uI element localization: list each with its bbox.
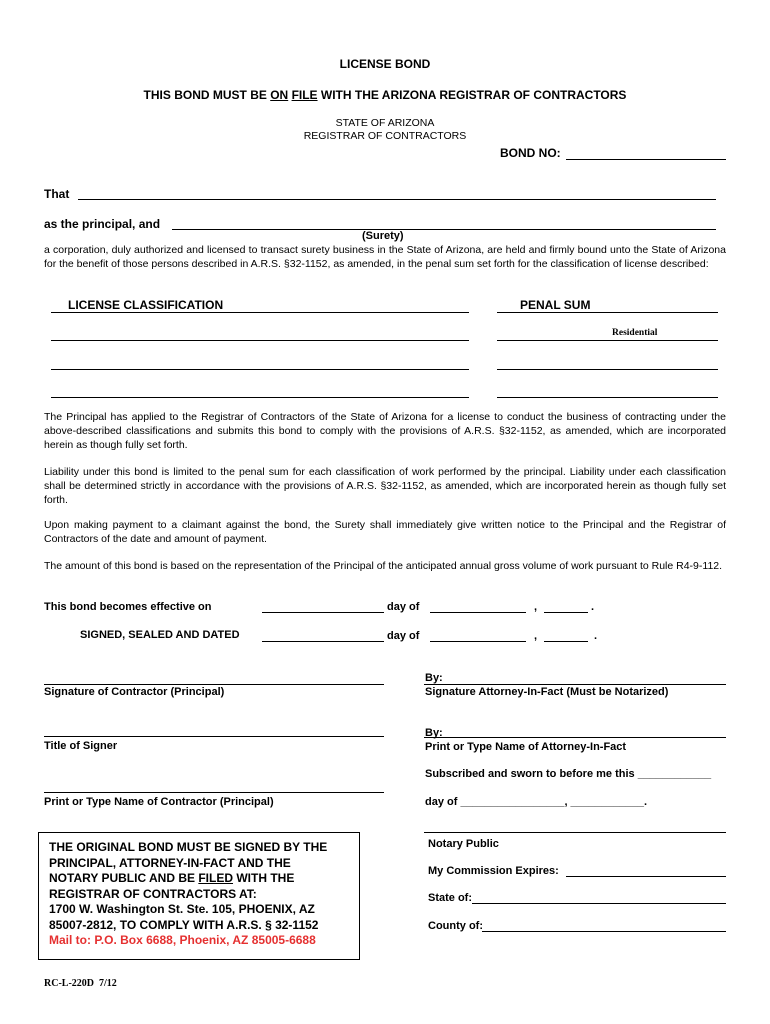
mail-to-line: Mail to: P.O. Box 6688, Phoenix, AZ 85005-6688 [49,933,316,947]
principal-name-field[interactable] [78,199,716,200]
notary-public-label: Notary Public [428,838,499,850]
state-of-field[interactable] [472,903,726,904]
penal-sum-header-rule [497,312,718,313]
classification-header-rule [51,312,469,313]
signed-sealed-label: SIGNED, SEALED AND DATED [80,629,240,641]
surety-name-field[interactable] [172,229,716,230]
title-of-signer-label: Title of Signer [44,740,118,752]
surety-label: (Surety) [362,230,404,242]
county-of-label: County of: [428,920,483,932]
notice-address-2: 85007-2812, TO COMPLY WITH A.R.S. § 32-1152 [49,917,319,932]
effective-day-field[interactable] [262,612,384,613]
effective-day-of: day of [387,601,420,613]
contractor-signature-label: Signature of Contractor (Principal) [44,686,225,698]
notice-address-1: 1700 W. Washington St. Ste. 105, PHOENIX, AZ [49,902,315,916]
bond-no-label: BOND NO: [500,146,561,160]
effective-period: . [591,601,595,613]
subtitle-rest: WITH THE ARIZONA REGISTRAR OF CONTRACTORS [317,88,627,102]
classification-field-3[interactable] [51,397,469,398]
penal-sum-field-3[interactable] [497,397,718,398]
subtitle-file: FILE [291,88,318,102]
contractor-name-field[interactable] [44,792,384,793]
signed-day-of: day of [387,630,420,642]
bond-no-field[interactable] [566,159,726,160]
state-of-label: State of: [428,892,472,904]
by-label-1: By: [425,672,443,684]
residential-label: Residential [612,328,658,338]
notice-filed: FILED [198,871,234,885]
effective-year-field[interactable] [544,612,588,613]
signed-day-field[interactable] [262,641,384,642]
notice-line-1: THE ORIGINAL BOND MUST BE SIGNED BY THE [49,840,328,854]
subscribed-line: Subscribed and sworn to before me this ____________ [425,768,712,780]
effective-month-field[interactable] [430,612,526,613]
form-title: LICENSE BOND [339,57,431,71]
penal-sum-field-1[interactable] [497,340,718,341]
intro-paragraph: a corporation, duly authorized and licensed to transact surety business in the State of Arizona, are held and firmly bound unto the State of Arizona for the benefit of those persons described in A.R.S. §32-1152, as amended, in the penal sum set forth for the classification of license described: [44,244,726,270]
commission-expires-field[interactable] [566,876,726,877]
form-id: RC-L-220D 7/12 [44,978,117,989]
notice-line-3-pre: NOTARY PUBLIC AND BE [49,871,199,885]
notary-day-line: day of _________________, ____________. [425,796,648,808]
attorney-signature-label: Signature Attorney-In-Fact (Must be Notarized) [425,686,669,698]
body-paragraph-3: Upon making payment to a claimant against the bond, the Surety shall immediately give written notice to the Principal and the Registrar of Contractors of the date and amount of payment. [44,519,726,545]
body-paragraph-1: The Principal has applied to the Registrar of Contractors of the State of Arizona for a license to conduct the business of contracting under the above-described classifications and submits this bond to comply with the provisions of A.R.S. §32-1152, as amended, which are incorporated herein as though fully set forth. [44,411,726,451]
form-subtitle [0,88,770,102]
commission-expires-label: My Commission Expires: [428,865,559,877]
notice-line-3-post: WITH THE [233,871,295,885]
signed-period: . [594,630,598,642]
filing-notice-box [38,832,360,960]
license-classification-header: LICENSE CLASSIFICATION [68,298,224,312]
penal-sum-field-2[interactable] [497,369,718,370]
principal-label: as the principal, and [44,217,161,231]
effective-comma: , [534,601,538,613]
penal-sum-header: PENAL SUM [520,298,591,312]
that-label: That [44,187,70,201]
notice-line-4: REGISTRAR OF CONTRACTORS AT: [49,886,257,901]
contractor-name-label: Print or Type Name of Contractor (Principal) [44,796,274,808]
attorney-name-field[interactable] [424,737,726,738]
body-paragraph-4: The amount of this bond is based on the representation of the Principal of the anticipated annual gross volume of work pursuant to Rule R4-9-112. [44,560,723,572]
notice-line-2: PRINCIPAL, ATTORNEY-IN-FACT AND THE [49,855,291,870]
body-paragraph-2: Liability under this bond is limited to the penal sum for each classification of work performed by the principal. Liability under each classification shall be determined strictly in accordance with the provisions of A.R.S. §32-1152, as amended, which are incorporated herein as though fully set forth. [44,466,726,506]
signed-month-field[interactable] [430,641,526,642]
state-heading: STATE OF ARIZONA [335,117,435,129]
contractor-signature-field[interactable] [44,684,384,685]
county-of-field[interactable] [482,931,726,932]
by-label-2: By: [425,727,443,739]
classification-field-2[interactable] [51,369,469,370]
notary-signature-field[interactable] [424,832,726,833]
title-of-signer-field[interactable] [44,736,384,737]
registrar-heading: REGISTRAR OF CONTRACTORS [303,130,467,142]
signed-year-field[interactable] [544,641,588,642]
attorney-signature-field[interactable] [424,684,726,685]
effective-date-label: This bond becomes effective on [44,601,212,613]
attorney-name-label: Print or Type Name of Attorney-In-Fact [425,741,627,753]
subtitle-text: THIS BOND MUST BE [143,88,271,102]
subtitle-on: ON [270,88,289,102]
notice-line-3 [49,871,349,887]
classification-field-1[interactable] [51,340,469,341]
signed-comma: , [534,630,538,642]
